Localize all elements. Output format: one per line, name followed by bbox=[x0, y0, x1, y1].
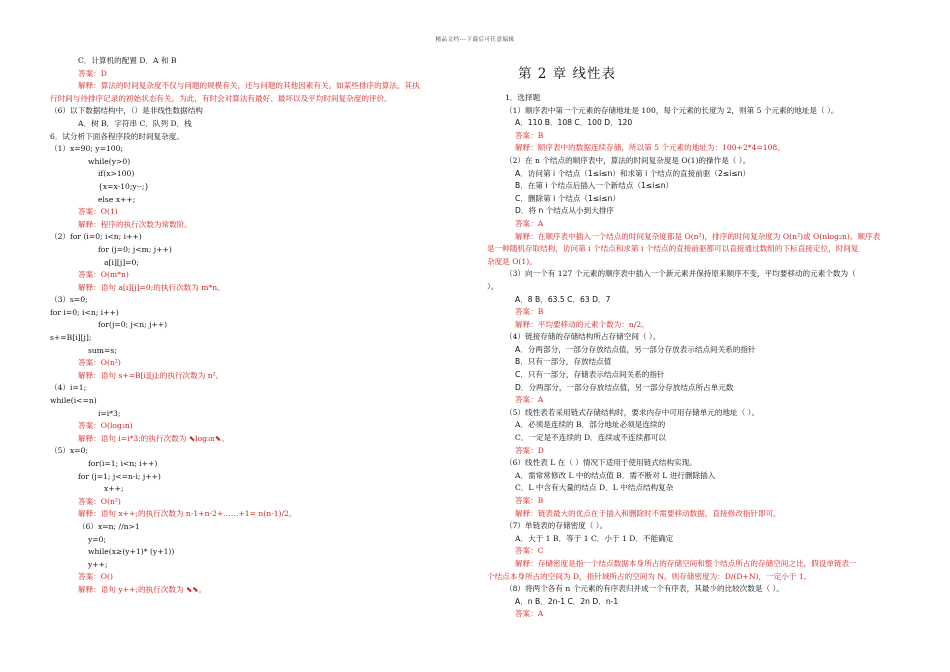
left-line: {x=x-10;y--;} bbox=[98, 181, 150, 191]
left-line: sum=s; bbox=[88, 345, 117, 355]
left-line: 解释：算法的时间复杂度不仅与问题的规模有关，还与问题的其他因素有关。如某些排序的算法，其执 bbox=[78, 81, 420, 91]
left-line: （2）for (i=0; i<n; i++) bbox=[50, 232, 142, 242]
right-line: 解释：平均要移动的元素个数为：n/2。 bbox=[515, 319, 649, 329]
right-line: A．分两部分，一部分存放结点值，另一部分存放表示结点间关系的指针 bbox=[515, 344, 756, 354]
right-line: 个结点本身所占的空间为 D，指针域所占的空间为 N，则存储密度为：D/(D+N)，一定小于 1。 bbox=[487, 571, 812, 581]
left-line: for i=0; i<n; i++) bbox=[50, 307, 119, 317]
left-line: A．树 B．字符串 C．队列 D．栈 bbox=[78, 118, 192, 128]
right-line: C．删除第 i 个结点（1≤i≤n） bbox=[515, 193, 621, 203]
right-line: 解释：存储密度是指一个结点数据本身所占的存储空间和整个结点所占的存储空间之比，假设单链表一 bbox=[515, 558, 857, 568]
right-line: （8）将两个各有 n 个元素的有序表归并成一个有序表，其最少的比较次数是（ ）。 bbox=[505, 584, 784, 594]
page-header: 精品文档---下载后可任意编辑 bbox=[435, 37, 515, 43]
left-line: 答案：D bbox=[78, 68, 107, 78]
left-column bbox=[50, 55, 461, 597]
right-column bbox=[487, 92, 891, 621]
left-line: while(y>0) bbox=[88, 156, 131, 166]
right-line: （4）链接存储的存储结构所占存储空间（ ）。 bbox=[505, 332, 661, 342]
right-line: A．110 B．108 C．100 D．120 bbox=[515, 118, 633, 128]
right-line: 答案：A bbox=[515, 395, 544, 405]
left-line: for(j=0; j<n; j++) bbox=[98, 320, 168, 330]
left-line: 解释：程序的执行次数为常数阶。 bbox=[78, 219, 192, 229]
left-line: while(i<=n) bbox=[50, 396, 97, 406]
right-line: 1．选择题 bbox=[505, 93, 541, 102]
right-line: 解释：顺序表中的数据连续存储，所以第 5 个元素的地址为：100+2*4=108。 bbox=[515, 143, 785, 153]
right-line: 解释：链表最大的优点在于插入和删除时不需要移动数据，直接修改指针即可。 bbox=[515, 508, 781, 518]
left-line: 解释：语句 y++;的执行次数为 ⬉⬊。 bbox=[78, 584, 207, 594]
right-line: A．n B．2n-1 C．2n D．n-1 bbox=[515, 596, 619, 606]
right-line: 解释：在顺序表中插入一个结点的时间复杂度都是 O(n²)，排序的时间复杂度为 O(n²)或 O(nlog₂n)。顺序表 bbox=[515, 231, 881, 241]
right-line: C．L 中含有大量的结点 D．L 中结点结构复杂 bbox=[515, 483, 674, 493]
right-line: B．在第 i 个结点后插入一个新结点（1≤i≤n） bbox=[515, 181, 674, 191]
left-line: x++; bbox=[104, 484, 124, 494]
right-line: D．将 n 个结点从小到大排序 bbox=[515, 206, 615, 216]
right-line: （1）顺序表中第一个元素的存储地址是 100，每个元素的长度为 2，则第 5 个元素的地址是（ ）。 bbox=[505, 105, 839, 115]
left-line: 答案：O(log₃n) bbox=[78, 421, 133, 431]
left-line: for (j=0; j<m; j++) bbox=[98, 244, 172, 254]
left-line: （6）以下数据结构中，（）是非线性数据结构 bbox=[50, 106, 203, 116]
right-line: （3）向一个有 127 个元素的顺序表中插入一个新元素并保持原来顺序不变，平均要移动的元素个数为（ bbox=[505, 269, 856, 279]
right-line: A．需常常修改 L 中的结点值 B．需不断对 L 进行删除插入 bbox=[515, 470, 716, 480]
left-line: 答案：O(m*n) bbox=[78, 270, 129, 280]
right-line: B．只有一部分，存放结点值 bbox=[515, 357, 612, 367]
left-line: y++; bbox=[88, 559, 108, 569]
right-line: A．大于 1 B．等于 1 C．小于 1 D．不能确定 bbox=[515, 533, 674, 543]
left-line: 6．试分析下面各程序段的时间复杂度。 bbox=[50, 131, 184, 141]
right-line: （2）在 n 个结点的顺序表中，算法的时间复杂度是 O(1)的操作是（ ）。 bbox=[505, 155, 751, 165]
right-line: C．一定是不连续的 D．连续或不连续都可以 bbox=[515, 433, 666, 443]
left-line: 答案：O() bbox=[78, 572, 113, 582]
left-line: while(x≥(y+1)* (y+1)) bbox=[88, 547, 175, 557]
right-line: 答案：A bbox=[515, 218, 544, 228]
right-line: （6）线性表 L 在（ ）情况下适用于使用链式结构实现。 bbox=[505, 458, 697, 468]
left-line: 解释：语句 s+=B[i][j];的执行次数为 n²。 bbox=[78, 370, 224, 380]
right-line: A．必须是连续的 B．部分地址必须是连续的 bbox=[515, 420, 666, 430]
right-line: （5）线性表若采用链式存储结构时，要求内存中可用存储单元的地址（ ）。 bbox=[505, 407, 760, 417]
left-line: for (j=1; j<=n-i; j++) bbox=[78, 471, 161, 481]
right-line: ）。 bbox=[487, 281, 499, 291]
left-line: if(x>100) bbox=[98, 169, 135, 179]
left-line: s+=B[i][j]; bbox=[50, 333, 92, 343]
left-line: （5）x=0; bbox=[50, 446, 89, 456]
right-line: 答案：C bbox=[515, 546, 544, 556]
right-line: 答案：A bbox=[515, 609, 544, 619]
right-line: A．8 B．63.5 C．63 D．7 bbox=[515, 294, 611, 304]
left-line: （3）s=0; bbox=[50, 295, 88, 305]
right-line: 答案：B bbox=[515, 496, 544, 505]
right-line: 答案：B bbox=[515, 130, 544, 140]
right-line: 答案：B bbox=[515, 307, 544, 317]
left-line: a[i][j]=0; bbox=[104, 257, 139, 267]
left-line: 答案：O(n²) bbox=[78, 496, 121, 506]
left-line: 解释：语句 i=i*3;的执行次数为 ⬉log₃n⬊。 bbox=[78, 433, 229, 443]
left-line: for(i=1; i<n; i++) bbox=[88, 459, 158, 468]
left-line: else x++; bbox=[98, 194, 136, 204]
left-line: （4）i=1; bbox=[50, 383, 87, 393]
left-line: 解释：语句 a[i][j]=0;的执行次数为 m*n。 bbox=[78, 282, 225, 292]
right-line: D．分两部分，一部分存放结点值，另一部分存放结点所占单元数 bbox=[515, 382, 734, 392]
left-line: 行时间与待排序记录的初始状态有关。为此，有时会对算法有最好、最坏以及平均时间复杂度的评价。 bbox=[50, 93, 392, 103]
left-line: （6）x=n; //n>1 bbox=[78, 521, 140, 531]
right-line: C．只有一部分，存储表示结点间关系的指针 bbox=[515, 370, 665, 380]
left-line: C．计算机的配置 D．A 和 B bbox=[78, 56, 177, 65]
left-line: i=i*3; bbox=[98, 408, 121, 418]
right-line: （7）单链表的存储密度（ ）。 bbox=[505, 521, 608, 531]
right-line: A．访问第 i 个结点（1≤i≤n）和求第 i 个结点的直接前驱（2≤i≤n） bbox=[515, 168, 751, 178]
left-line: 答案：O(1) bbox=[78, 207, 118, 217]
left-line: 解释：语句 x++;的执行次数为 n-1+n-2+……+1= n(n-1)/2。 bbox=[78, 509, 297, 519]
left-line: （1）x=90; y=100; bbox=[50, 144, 124, 154]
right-line: 答案：D bbox=[515, 445, 544, 455]
right-line: 是一种随机存取结构，访问第 i 个结点和求第 i 个结点的直接前驱都可以直接通过数组的下标直接定位，时间复 bbox=[487, 244, 859, 254]
right-line: 杂度是 O(1)。 bbox=[487, 256, 537, 266]
chapter-title: 第 2 章 线性表 bbox=[518, 66, 616, 82]
left-line: y=0; bbox=[88, 534, 107, 544]
left-line: 答案：O(n²) bbox=[78, 358, 121, 368]
